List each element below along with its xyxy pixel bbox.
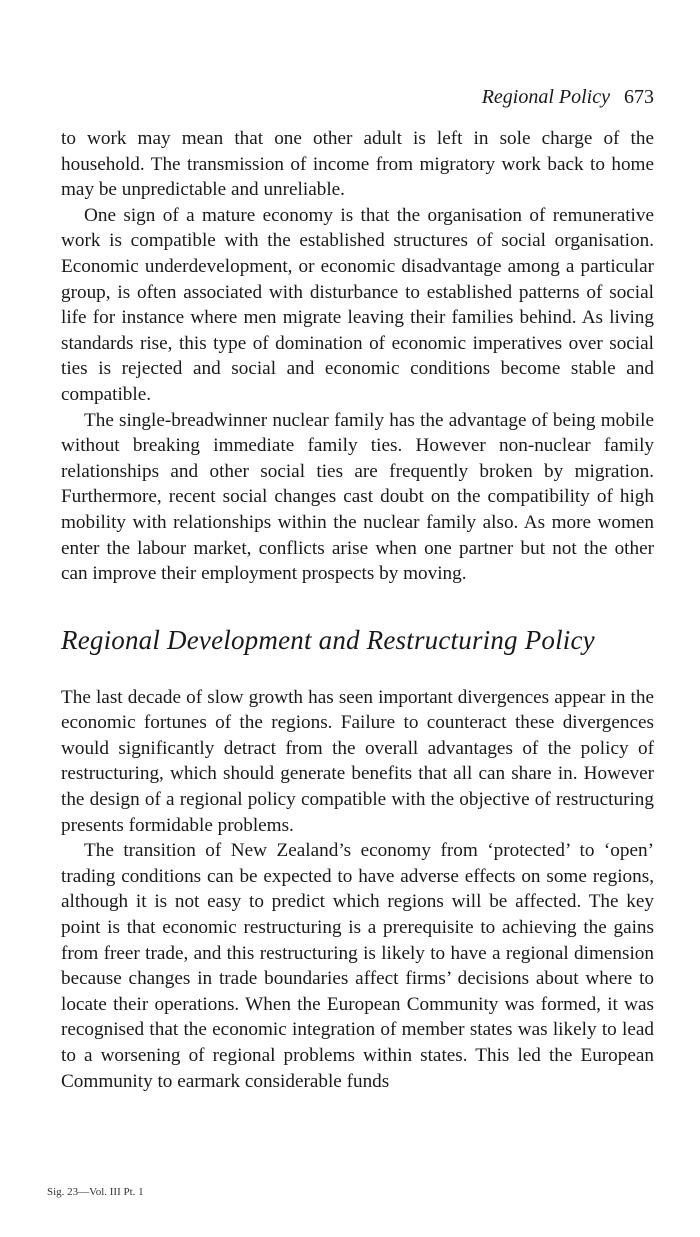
paragraph-transition: The transition of New Zealand’s economy from ‘protected’ to ‘open’ trading conditions can be expected to have adverse effects on some regions, although it is not easy to predict which regions will be affected. The key point is that economic restructuring is a prerequisite to achieving the gains from freer trade, and this restructuring is likely to have a regional dimension because changes in trade boundaries affect firms’ decisions about where to locate their operations. When the European Community was formed, it was recognised that the economic integration of member states was likely to lead to a worsening of regional problems within states. This led the European Community to earmark considerable funds [61,840,654,1092]
running-head-title: Regional Policy [481,86,610,108]
paragraph-mature-economy: One sign of a mature economy is that the organisation of remunerative work is compatible with the established structures of social organisation. Economic underdevelopment, or economic disadvantage among a particular group, is often associated with disturbance to established patterns of social life for instance where men migrate leaving their families behind. As living standards rise, this type of domination of economic imperatives over social ties is rejected and social and economic conditions become stable and compatible. [61,204,654,405]
footer-signature-mark: Sig. 23—Vol. III Pt. 1 [47,1186,144,1198]
body-text [61,126,654,1094]
section-heading: Regional Development and Restructuring Policy [61,624,595,655]
page-number: 673 [624,86,654,108]
running-head [482,84,654,110]
paragraph-continuation: to work may mean that one other adult is left in sole charge of the household. The transmission of income from migratory work back to home may be unpredictable and unreliable. [61,128,654,201]
paragraph-slow-growth: The last decade of slow growth has seen important divergences appear in the economic fortunes of the regions. Failure to counteract these divergences would significantly detract from the overall advantages of the policy of restructuring, which should generate benefits that all can share in. However the design of a regional policy compatible with the objective of restructuring presents formidable problems. [61,686,654,836]
paragraph-nuclear-family: The single-breadwinner nuclear family has the advantage of being mobile without breaking immediate family ties. However non-nuclear family relationships and other social ties are frequently broken by migration. Furthermore, recent social changes cast doubt on the compatibility of high mobility with relationships within the nuclear family also. As more women enter the labour market, conflicts arise when one partner but not the other can improve their employment prospects by moving. [61,409,654,585]
